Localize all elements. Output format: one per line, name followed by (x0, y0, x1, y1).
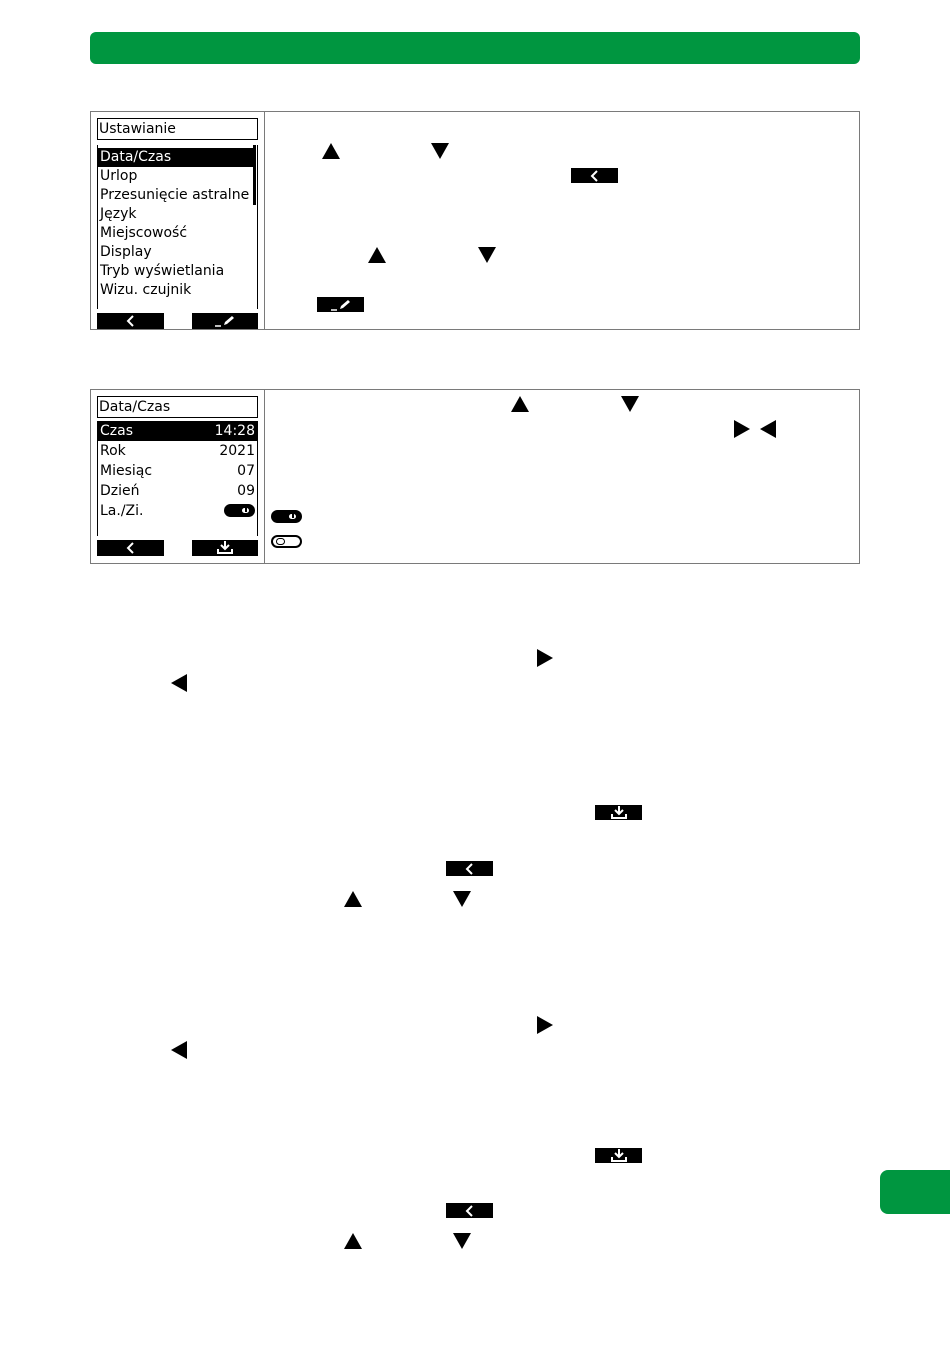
field-label: Miesiąc (100, 463, 153, 479)
menu-item-language[interactable]: Język (100, 206, 137, 222)
setup-menu-list (97, 145, 258, 309)
menu-item-location[interactable]: Miejscowość (100, 225, 188, 241)
menu-item-vacation[interactable]: Urlop (100, 168, 138, 184)
arrow-down-icon (453, 1233, 471, 1249)
chapter-side-tab (880, 1170, 950, 1214)
edit-icon (330, 299, 352, 311)
arrow-up-icon (344, 891, 362, 907)
arrow-down-icon (431, 143, 449, 159)
save-button-icon (595, 805, 642, 820)
arrow-right-icon (537, 649, 553, 667)
menu-item-date-time[interactable]: Data/Czas (98, 148, 253, 167)
date-time-panel (90, 389, 860, 564)
menu-item-astro-offset[interactable]: Przesunięcie astralne (100, 187, 250, 203)
arrow-right-icon (734, 420, 750, 438)
edit-icon (214, 315, 236, 327)
edit-button-icon (317, 297, 364, 312)
scrollbar[interactable] (253, 145, 256, 309)
menu-item-display-mode[interactable]: Tryb wyświetlania (100, 263, 225, 279)
chevron-left-icon (465, 1205, 475, 1217)
arrow-down-icon (453, 891, 471, 907)
chevron-left-icon (126, 542, 136, 554)
chevron-left-icon (590, 170, 600, 182)
arrow-down-icon (621, 396, 639, 412)
back-button-icon (571, 168, 618, 183)
arrow-right-icon (537, 1016, 553, 1034)
arrow-left-icon (171, 1041, 187, 1059)
field-row-dst[interactable] (98, 501, 257, 521)
toggle-on-icon (271, 510, 302, 523)
setup-softkeys (97, 313, 258, 329)
chevron-left-icon (465, 863, 475, 875)
field-label: Dzień (100, 483, 140, 499)
field-row-time[interactable] (98, 421, 257, 441)
back-button-icon (446, 861, 493, 876)
back-button-icon (446, 1203, 493, 1218)
field-row-month[interactable] (98, 461, 257, 481)
arrow-down-icon (478, 247, 496, 263)
download-save-icon (610, 806, 628, 820)
arrow-up-icon (368, 247, 386, 263)
field-value: 09 (237, 483, 255, 499)
arrow-up-icon (511, 396, 529, 412)
field-label: Czas (100, 423, 133, 439)
field-row-year[interactable] (98, 441, 257, 461)
panel-divider (264, 390, 265, 563)
datetime-lcd-screen (97, 396, 258, 558)
datetime-screen-title: Data/Czas (97, 396, 258, 418)
datetime-field-list (97, 421, 258, 536)
menu-item-display[interactable]: Display (100, 244, 152, 260)
field-value: 2021 (219, 443, 255, 459)
download-save-icon (610, 1149, 628, 1163)
arrow-left-icon (760, 420, 776, 438)
arrow-up-icon (344, 1233, 362, 1249)
dst-toggle[interactable] (224, 504, 255, 517)
field-label: La./Zi. (100, 503, 144, 519)
save-button-icon (595, 1148, 642, 1163)
arrow-left-icon (171, 674, 187, 692)
chevron-left-icon (126, 315, 136, 327)
panel-divider (264, 112, 265, 329)
setup-screen-title: Ustawianie (97, 118, 258, 140)
save-softkey[interactable] (192, 540, 258, 556)
datetime-softkeys (97, 540, 258, 556)
field-value: 14:28 (214, 423, 255, 439)
back-softkey[interactable] (97, 313, 164, 329)
back-softkey[interactable] (97, 540, 164, 556)
field-value: 07 (237, 463, 255, 479)
field-row-day[interactable] (98, 481, 257, 501)
section-header-bar (90, 32, 860, 64)
toggle-off-icon (271, 535, 302, 548)
arrow-up-icon (322, 143, 340, 159)
edit-softkey[interactable] (192, 313, 258, 329)
download-save-icon (216, 541, 234, 555)
setup-lcd-screen (97, 118, 258, 324)
setup-menu-panel (90, 111, 860, 330)
menu-item-sensor-view[interactable]: Wizu. czujnik (100, 282, 192, 298)
scrollbar-thumb[interactable] (253, 145, 256, 205)
field-label: Rok (100, 443, 126, 459)
